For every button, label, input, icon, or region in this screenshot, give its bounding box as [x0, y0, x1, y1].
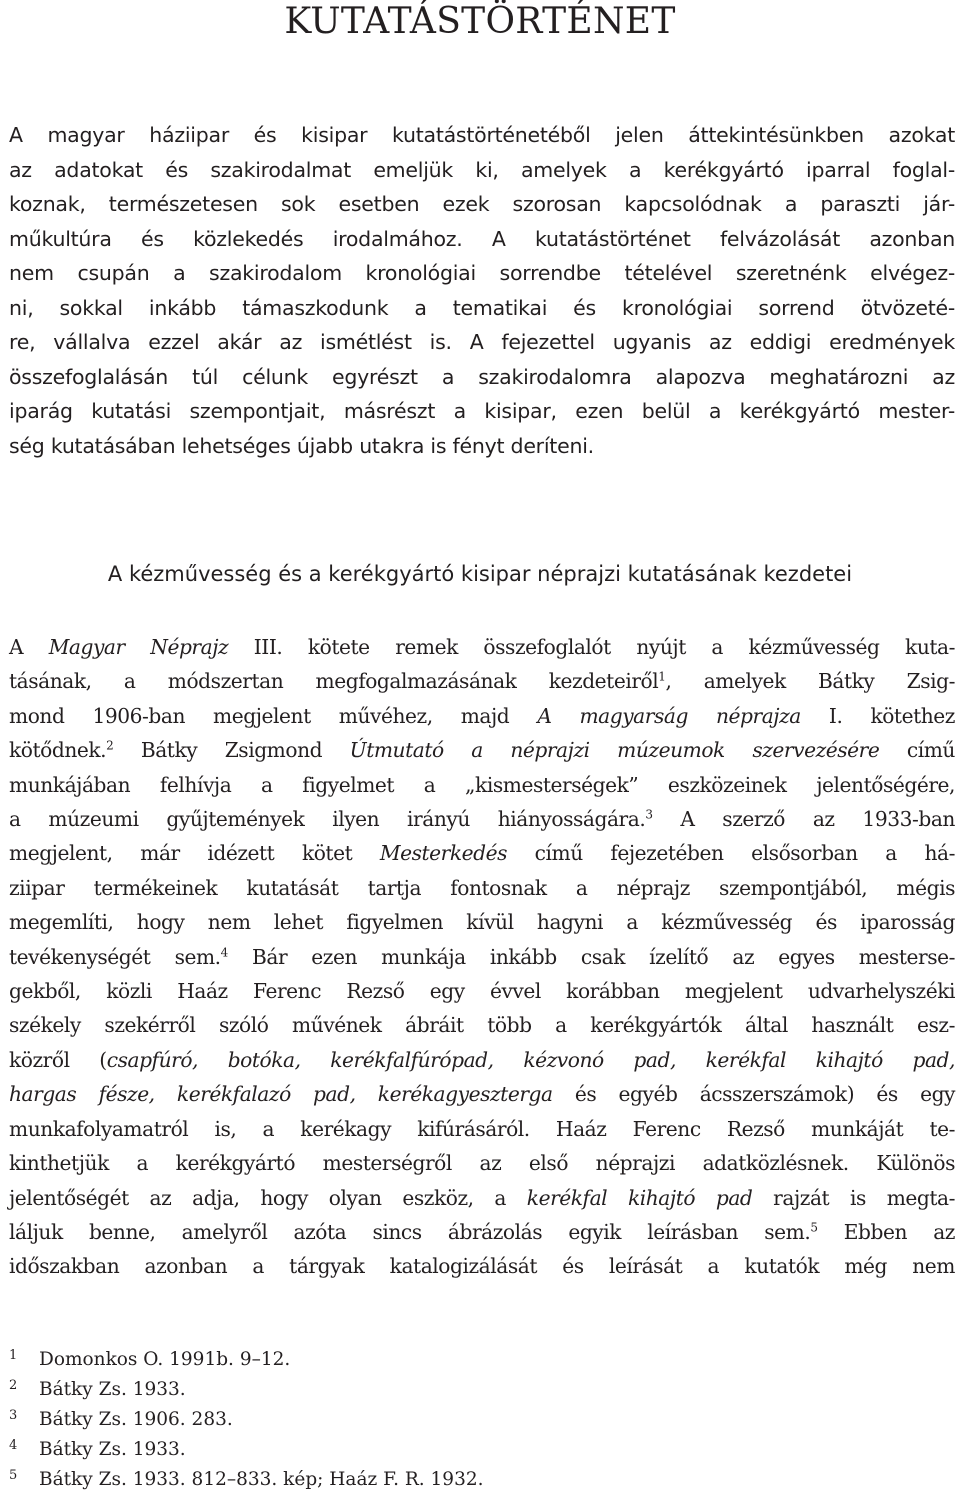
intro-line: műkultúra és közlekedés irodalmához. A kutatástörténet felvázolását azonban	[9, 226, 955, 251]
section-heading: A kézművesség és a kerékgyártó kisipar néprajzi kutatásának kezdetei	[107, 562, 853, 586]
body-line: láljuk benne, amelyről azóta sincs ábrázolás egyik leírásban sem.$^5$ Ebben az	[9, 1219, 955, 1244]
footnote-text: Bátky Zs. 1906. 283.	[39, 1409, 233, 1430]
title-reference: Mesterkedés	[379, 841, 508, 866]
intro-line: az adatokat és szakirodalmat emeljük ki, amelyek a kerékgyártó iparral foglal-	[9, 157, 955, 182]
title-reference: Útmutató a néprajzi múzeumok szervezésére	[349, 738, 880, 763]
footnote-ref[interactable]: 1	[658, 669, 666, 684]
intro-line: nem csupán a szakirodalom kronológiai sorrendbe tételével szeretnénk elvégez-	[9, 261, 955, 285]
footnote	[9, 1465, 949, 1495]
footnote-number: 3	[9, 1408, 18, 1423]
footnote-text: Bátky Zs. 1933. 812–833. kép; Haáz F. R. 1932.	[39, 1469, 484, 1490]
title-reference: A magyarság néprajza	[537, 703, 801, 728]
body-line: közről (csapfúró, botóka, kerékfalfúrópad, kézvonó pad, kerékfal kihajtó pad,	[9, 1047, 955, 1072]
tool-terms: hargas fésze, kerékfalazó pad, kerékagyeszterga	[9, 1082, 553, 1107]
footnote-text: Domonkos O. 1991b. 9–12.	[39, 1349, 291, 1370]
footnote-number: 1	[9, 1348, 18, 1363]
body-line: A Magyar Néprajz III. kötete remek összefoglalót nyújt a kézművesség kuta-	[9, 635, 955, 659]
intro-line: iparág kutatási szempontjait, másrészt a kisipar, ezen belül a kerékgyártó mester-	[9, 399, 955, 423]
title-reference: Magyar Néprajz	[48, 635, 229, 659]
body-line: tevékenységét sem.$^4$ Bár ezen munkája inkább csak ízelítő az egyes mesterse-	[9, 944, 955, 969]
intro-line: ség kutatásában lehetséges újabb utakra is fényt deríteni.	[9, 433, 594, 458]
tool-terms: csapfúró, botóka, kerékfalfúrópad, kézvonó pad, kerékfal kihajtó pad,	[106, 1047, 955, 1072]
body-paragraph	[9, 630, 955, 1284]
footnote-text: Bátky Zs. 1933.	[39, 1439, 186, 1460]
footnote-ref[interactable]: 4	[220, 944, 228, 959]
body-line: munkájában felhívja a figyelmet a „kismesterségek” eszközeinek jelentőségére,	[9, 772, 955, 797]
body-line: megjelent, már idézett kötet Mesterkedés című fejezetében elsősorban a há-	[9, 841, 956, 866]
body-line: időszakban azonban a tárgyak katalogizálását és leírását a kutatók még nem	[9, 1254, 955, 1279]
body-line: székely szekérről szóló művének ábráit több a kerékgyártók által használt esz-	[9, 1013, 955, 1038]
footnote-ref[interactable]: 5	[810, 1220, 818, 1235]
footnote	[9, 1345, 949, 1375]
body-line: hargas fésze, kerékfalazó pad, kerékagyeszterga és egyéb ácsszerszámok) és egy	[9, 1082, 955, 1107]
body-line: gekből, közli Haáz Ferenc Rezső egy évvel korábban megjelent udvarhelyszéki	[9, 979, 955, 1004]
footnote	[9, 1405, 949, 1435]
body-line: mond 1906-ban megjelent művéhez, majd A magyarság néprajza I. kötethez	[9, 703, 955, 728]
body-line: tásának, a módszertan megfogalmazásának kezdeteiről$^1$, amelyek Bátky Zsig-	[9, 669, 956, 694]
intro-line: koznak, természetesen sok esetben ezek szorosan kapcsolódnak a paraszti jár-	[9, 192, 955, 216]
footnote-text: Bátky Zs. 1933.	[39, 1379, 186, 1400]
footnote-ref[interactable]: 3	[645, 807, 653, 822]
intro-line: összefoglalásán túl célunk egyrészt a szakirodalomra alapozva meghatározni az	[9, 364, 955, 389]
intro-line: ni, sokkal inkább támaszkodunk a tematikai és kronológiai sorrend ötvözeté-	[9, 295, 955, 320]
footnote-number: 4	[9, 1438, 18, 1453]
body-line: kinthetjük a kerékgyártó mesterségről az első néprajzi adatközlésnek. Különös	[9, 1151, 955, 1176]
chapter-title: KUTATÁSTÖRTÉNET	[284, 1, 676, 42]
intro-paragraph	[9, 118, 955, 463]
footnote	[9, 1435, 949, 1465]
intro-line: A magyar háziipar és kisipar kutatástörténetéből jelen áttekintésünkben azokat	[9, 123, 955, 147]
footnote-number: 2	[9, 1378, 18, 1393]
body-line: ziipar termékeinek kutatását tartja fontosnak a néprajz szempontjából, mégis	[9, 875, 955, 900]
body-line: kötődnek.$^2$ Bátky Zsigmond Útmutató a néprajzi múzeumok szervezésére című	[9, 738, 955, 763]
intro-line: re, vállalva ezzel akár az ismétlést is. A fejezettel ugyanis az eddigi eredmények	[9, 330, 955, 354]
footnotes	[9, 1345, 949, 1495]
footnote-ref[interactable]: 2	[106, 738, 114, 753]
body-line: jelentőségét az adja, hogy olyan eszköz, a kerékfal kihajtó pad rajzát is megta-	[9, 1185, 955, 1210]
footnote-number: 5	[9, 1468, 18, 1483]
body-line: megemlíti, hogy nem lehet figyelmen kívül hagyni a kézművesség és iparosság	[9, 910, 955, 935]
body-line: munkafolyamatról is, a kerékagy kifúrásáról. Haáz Ferenc Rezső munkáját te-	[9, 1116, 955, 1141]
body-line: a múzeumi gyűjtemények ilyen irányú hiányosságára.$^3$ A szerző az 1933-ban	[9, 807, 955, 832]
footnote	[9, 1375, 949, 1405]
tool-terms: kerékfal kihajtó pad	[526, 1185, 753, 1210]
